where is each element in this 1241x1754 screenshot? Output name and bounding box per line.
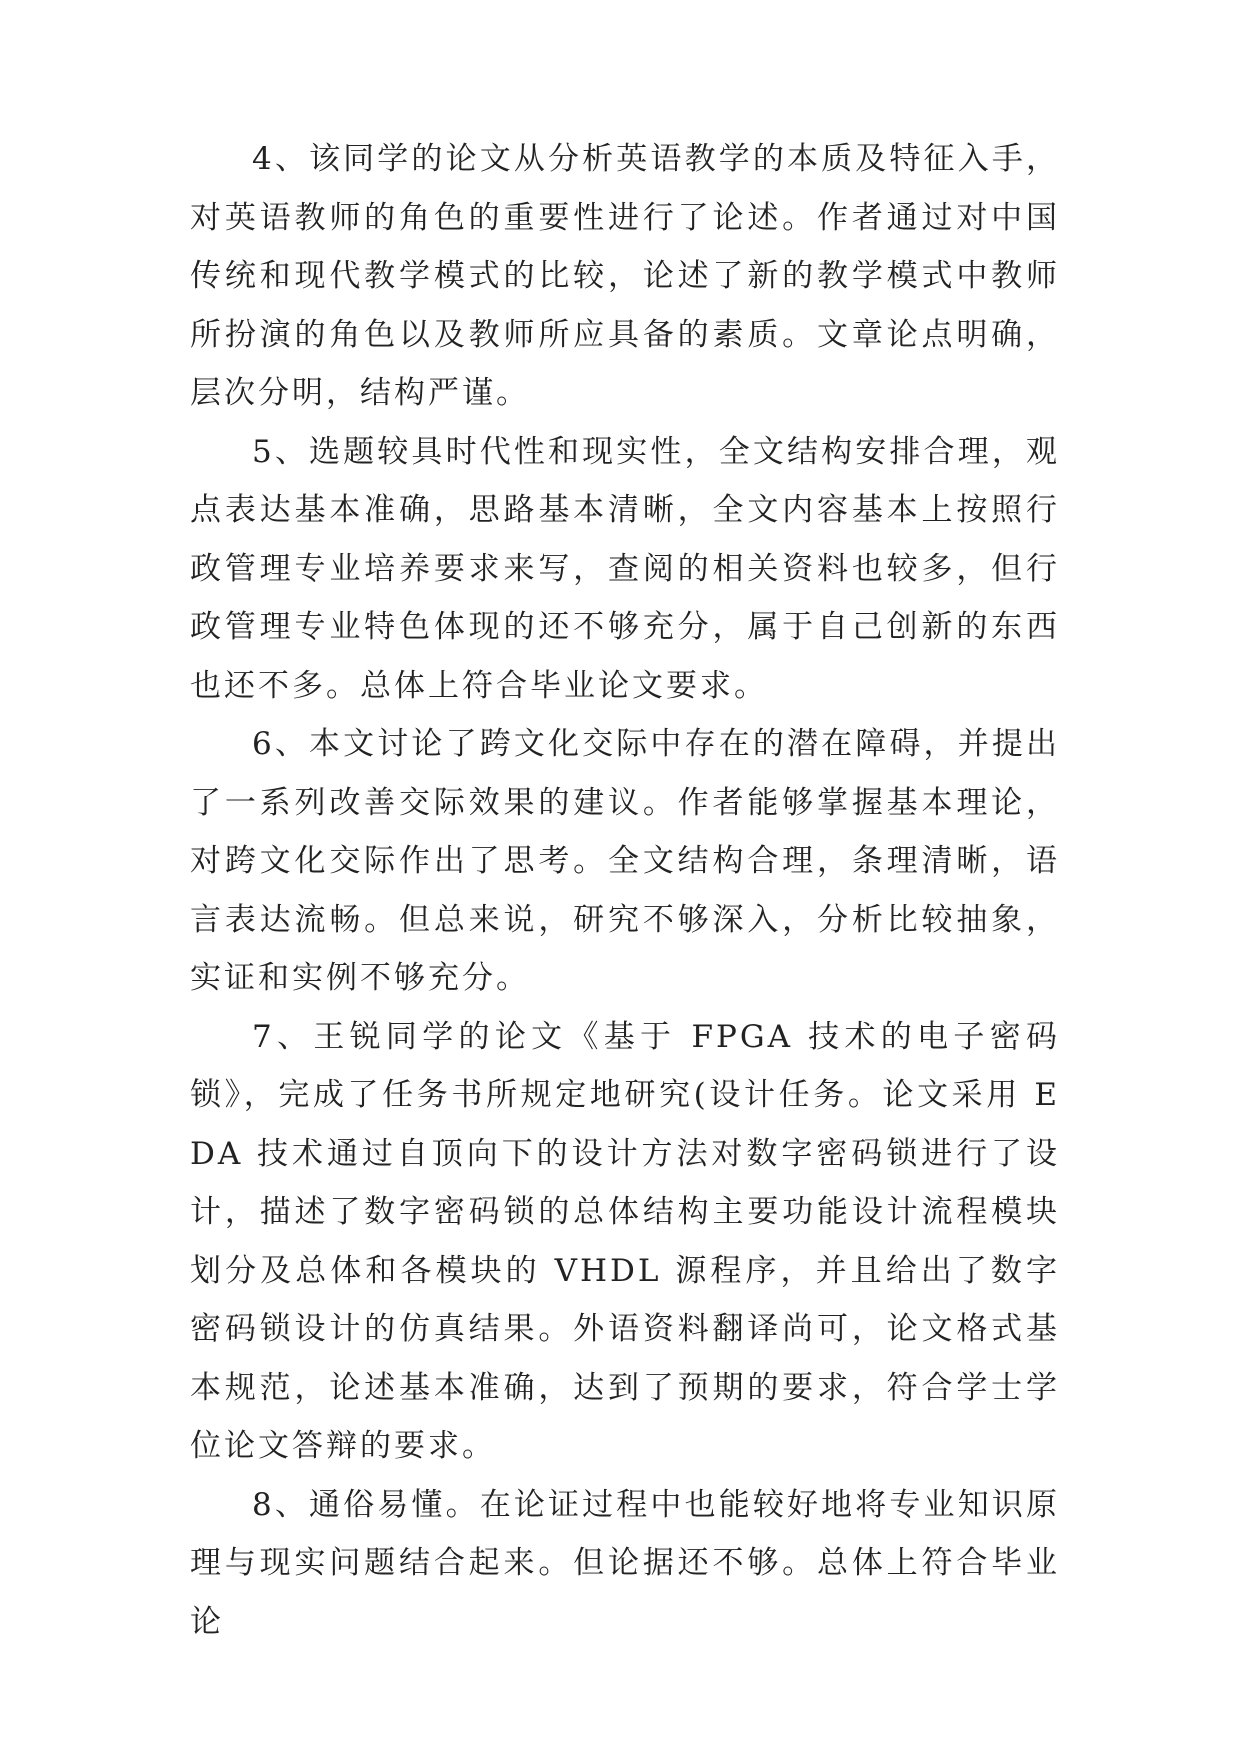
paragraph-5: 5、选题较具时代性和现实性，全文结构安排合理，观点表达基本准确，思路基本清晰，全文内容基本上按照行政管理专业培养要求来写，查阅的相关资料也较多，但行政管理专业特色体现的还不够充分，属于自己创新的东西也还不多。总体上符合毕业论文要求。 (190, 433, 1060, 704)
paragraph-6: 6、本文讨论了跨文化交际中存在的潜在障碍，并提出了一系列改善交际效果的建议。作者能够掌握基本理论，对跨文化交际作出了思考。全文结构合理，条理清晰，语言表达流畅。但总来说，研究不够深入，分析比较抽象，实证和实例不够充分。 (190, 726, 1060, 996)
document-body (190, 130, 1060, 1651)
paragraph-4: 4、该同学的论文从分析英语教学的本质及特征入手，对英语教师的角色的重要性进行了论述。作者通过对中国传统和现代教学模式的比较，论述了新的教学模式中教师所扮演的角色以及教师所应具备的素质。文章论点明确，层次分明，结构严谨。 (190, 141, 1060, 411)
paragraph-8: 8、通俗易懂。在论证过程中也能较好地将专业知识原理与现实问题结合起来。但论据还不够。总体上符合毕业论 (190, 1486, 1060, 1640)
paragraph-7: 7、王锐同学的论文《基于 FPGA 技术的电子密码锁》，完成了任务书所规定地研究(设计任务。论文采用 EDA 技术通过自顶向下的设计方法对数字密码锁进行了设计，描述了数字密码锁的总体结构主要功能设计流程模块划分及总体和各模块的 VHDL 源程序，并且给出了数字密码锁设计的仿真结果。外语资料翻译尚可，论文格式基本规范，论述基本准确，达到了预期的要求，符合学士学位论文答辩的要求。 (190, 1018, 1060, 1464)
